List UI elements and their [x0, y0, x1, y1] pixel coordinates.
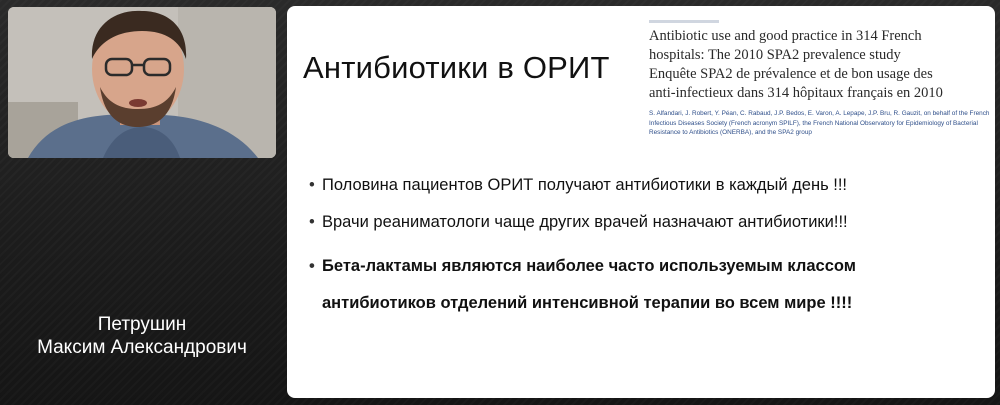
article-title-english-line2: hospitals: The 2010 SPA2 prevalence study: [649, 47, 901, 63]
article-reference: [649, 20, 991, 138]
speaker-name-line2: Максим Александрович: [37, 337, 247, 358]
bold-bullet-line2: антибиотиков отделений интенсивной терапии во всем мире !!!!: [322, 294, 853, 312]
speaker-name-label: [8, 313, 276, 359]
presentation-slide[interactable]: [287, 6, 995, 398]
article-title-english: [649, 27, 991, 65]
article-title-english-line1: Antibiotic use and good practice in 314 French: [649, 28, 922, 44]
bullet-item: • Врачи реаниматологи чаще других врачей назначают антибиотики!!!: [309, 211, 989, 233]
slide-title: Антибиотики в ОРИТ: [303, 50, 610, 85]
speaker-video-frame: [8, 7, 276, 158]
bullet-item: • Половина пациентов ОРИТ получают антибиотики в каждый день !!!: [309, 174, 989, 196]
speaker-video-tile[interactable]: [8, 7, 276, 158]
journal-header-bar: [649, 20, 719, 23]
slide-bullet-list: [309, 174, 989, 337]
bold-bullet-line1: Бета-лактамы являются наиболее часто используемым классом: [322, 257, 856, 275]
article-title-french-line2: anti-infectieux dans 314 hôpitaux français en 2010: [649, 85, 943, 101]
article-authors: S. Alfandari, J. Robert, Y. Péan, C. Rabaud, J.P. Bedos, E. Varon, A. Lepape, J.P. Bru, R. Gauzit, on behalf of the French Infectious Diseases Society (French acronym SPILF), the French National Observatory for Epidemiology of Bacterial Resistance to Antibiotics (ONERBA), and the SPA2 group: [649, 110, 990, 136]
speaker-name-line1: Петрушин: [97, 314, 187, 335]
bullet-item-bold: [309, 248, 989, 322]
article-title-french-line1: Enquête SPA2 de prévalence et de bon usage des: [649, 66, 933, 82]
article-title-french: [649, 65, 991, 103]
